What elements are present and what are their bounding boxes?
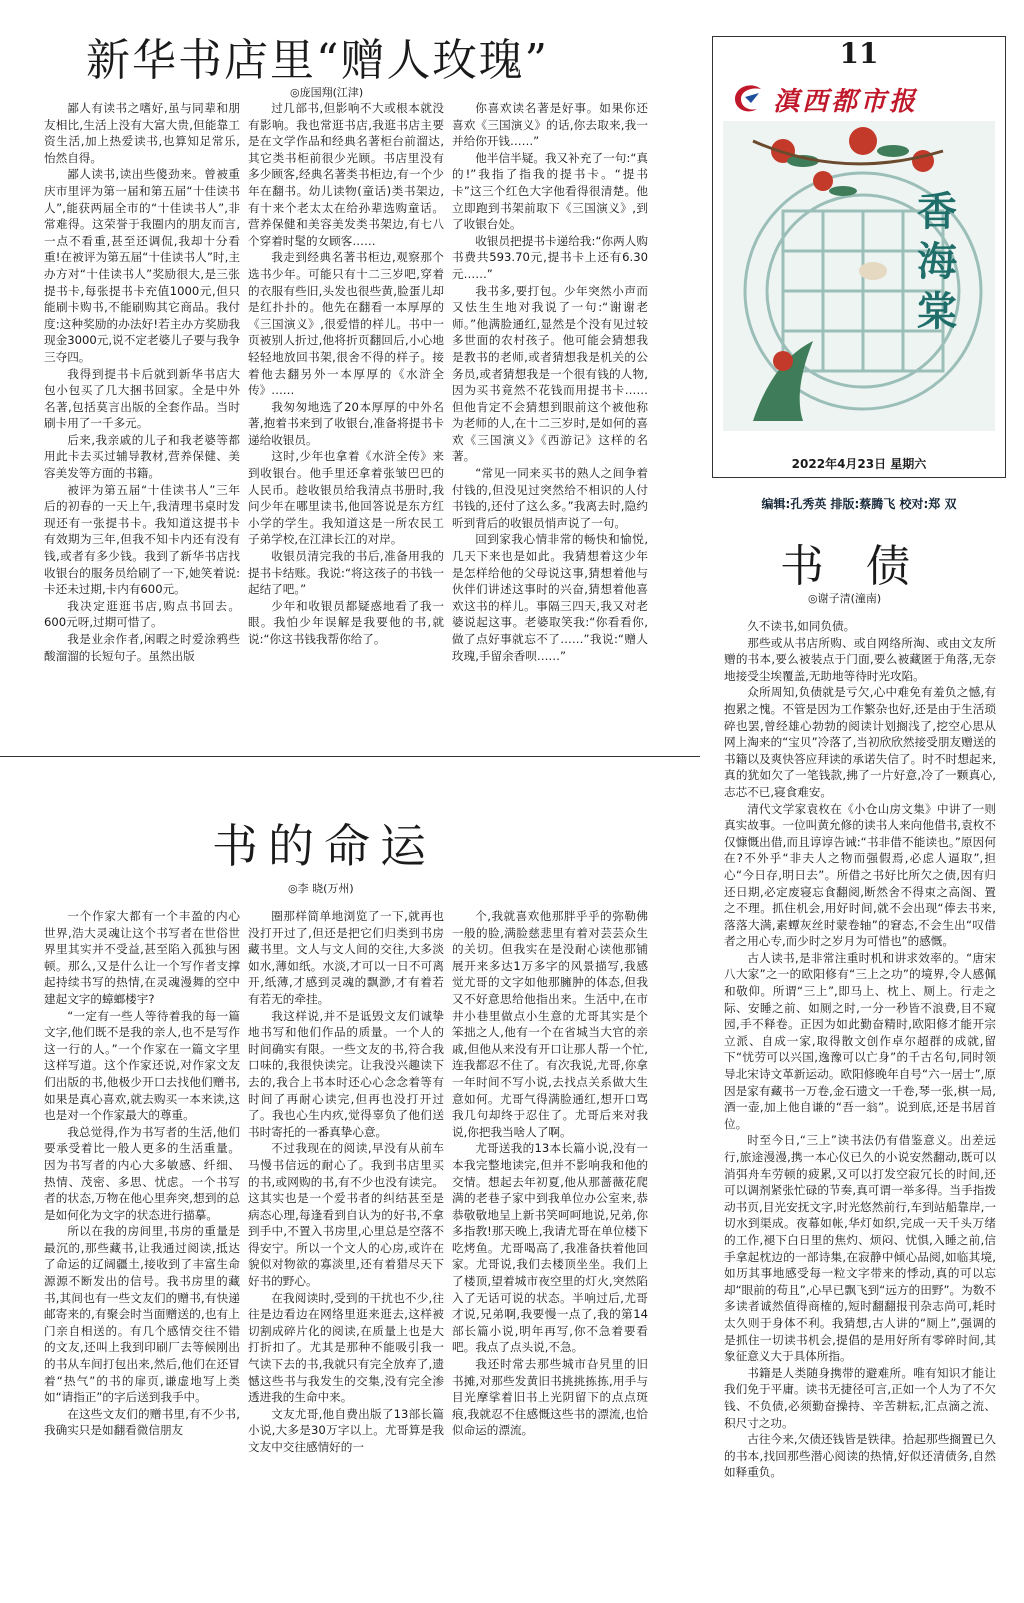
article1-title: 新华书店里“赠人玫瑰” (86, 35, 549, 86)
paragraph: 书籍是人类随身携带的避难所。唯有知识才能让我们免于平庸。读书无捷径可言,正如一个人为了不欠钱、不负债,必须勤奋操持、辛苦耕耘,汇点滴之流、积尺寸之功。 (724, 1365, 996, 1430)
paragraph: 我匆匆地选了20本厚厚的中外名著,抱着书来到了收银台,准备将提书卡递给收银员。 (248, 399, 444, 447)
masthead (712, 36, 1006, 511)
issue-date: 2022年4月23日 星期六 (791, 457, 927, 471)
paragraph: 一个作家大都有一个丰盈的内心世界,浩大灵魂让这个书写者在世俗世界里其实并不受益,甚至陷入孤独与困顿。那么,又是什么让一个写作者支撑起持续书写的热情,在灵魂漫舞的空中建起文字的蟑螂楼宇? (44, 909, 240, 1006)
article1-column-3 (452, 100, 648, 740)
article3-byline: ◎谢子清(潼南) (808, 592, 882, 605)
editor-credits: 编辑:孔秀英 排版:蔡腾飞 校对:郑 双 (761, 497, 957, 511)
article-divider (0, 756, 700, 757)
paragraph: 清代文学家袁枚在《小仓山房文集》中讲了一则真实故事。一位叫黄允修的读书人来向他借书,袁枚不仅慷慨出借,而且谆谆告诫:“书非借不能读也。”原因何在?不外乎“非夫人之物而强假焉,必虑人逼取”,担心“今日存,明日去”。所借之书好比所欠之债,因有归还日期,必定废寝忘食翻阅,断然舍不得束之高阁、置之不理。抓住机会,用好时间,就不会出现“俸去书来,落落大满,素蟫灰丝时蒙卷轴”的窘态,不会生出“叹借者之用心专,而少时之岁月为可惜也”的感慨。 (724, 801, 996, 949)
article3-body (724, 618, 996, 1598)
paragraph: 久不读书,如同负债。 (747, 619, 856, 633)
paragraph: 我走到经典名著书柜边,观察那个选书少年。可能只有十二三岁吧,穿着的衣服有些旧,头发也很些黄,脸蛋儿却是红扑扑的。他先在翻看一本厚厚的《三国演义》,很爱惜的样儿。书中一页被别人折过,他将折页翻回后,小心地轻轻地放回书架,很舍不得的样子。接着他去翻另外一本厚厚的《水浒全传》…… (248, 250, 444, 398)
paragraph: 鄙人读书,读出些傻劲来。曾被重庆市里评为第一届和第五届“十佳读书人”,能获两届全市的“十佳读书人”,非常难得。这荣誉于我圈内的朋友而言,一点不看重,甚至还调侃,我却十分看重!在被评为第五届“十佳读书人”时,主办方对“十佳读书人”奖励很大,是三张提书卡,每张提书卡充值1000元,但只能刷卡购书,不能刷购其它商品。我付度:这种奖励的办法好!若主办方奖励我现金3000元,说不定老婆儿子要与我争三夺四。 (44, 167, 240, 364)
paragraph: 我得到提书卡后就到新华书店大包小包买了几大捆书回家。全是中外名著,包括莫言出版的全套作品。当时刷卡用了一千多元。 (44, 366, 240, 431)
paragraph: 被评为第五届“十佳读书人”三年后的初春的一天上午,我清理书桌时发现还有一张提书卡。我知道这提书卡有效期为三年,但我不知卡内还有没有钱,或者有多少钱。我到了新华书店找收银台的服务员给刷了一下,她笑着说:卡还未过期,卡内有600元。 (44, 482, 240, 597)
paragraph: 收银员把提书卡递给我:“你两人购书费共593.70元,提书卡上还有6.30元……” (452, 233, 648, 281)
article2-column-2 (248, 908, 444, 1598)
paragraph: 我总觉得,作为书写者的生活,他们要承受着比一般人更多的生活重量。因为书写者的内心大多敏感、纤细、热情、茂密、多思、忧虑。一个书写者的状态,万物在他心里奔突,想到的总是如何化为文字的状态进行描摹。 (44, 1124, 240, 1222)
paragraph: 我决定逛逛书店,购点书回去。600元呀,过期可惜了。 (44, 598, 240, 630)
paragraph: 众所周知,负债就是亏欠,心中难免有羞负之憾,有抱累之愧。不管是因为工作繁杂也好,还是由于生活琐碎也罢,曾经雄心勃勃的阅读计划搁浅了,挖空心思从网上淘来的“宝贝”冷落了,当初欣欣然接受朋友赠送的书籍以及爽快答应拜读的承诺失信了。时不时想起来,真的犹如欠了一笔钱款,拂了一片好意,冷了一颗真心,志芯不已,寝食难安。 (724, 685, 996, 799)
paragraph: 古往今来,欠债还钱皆是铁律。拾起那些搁置已久的书本,找回那些潜心阅读的热情,好似还清债务,自然如释重负。 (724, 1432, 996, 1480)
paragraph: 时至今日,“三上”读书法仍有借鉴意义。出差远行,旅途漫漫,携一本心仪已久的小说安然翻动,既可以消弭舟车劳顿的疲累,又可以打发空寂冗长的时间,还可以调剂紧张忙碌的节奏,真可谓一举多得。当手指拨动书页,目光安抚文字,时光悠然前行,车到站船靠岸,一切水到渠成。夜幕如帐,华灯如织,完成一天千头万绪的工作,褪下白日里的焦灼、烦闷、忧惧,入睡之前,信手拿起枕边的一部诗集,在寂静中倾心品阅,如临其境,如历其事地感受每一粒文字带来的悸动,真的可以忘却“眼前的苟且”,心早已飘飞到“远方的田野”。为数不多读者诚然值得商榷的,短时翻翻报刊杂志尚可,耗时太久则于身体不利。我猜想,古人讲的“厕上”,强调的是抓住一切读书机会,提倡的是用好所有零碎时间,其象征意义大于具体所指。 (724, 1133, 996, 1364)
paragraph: “一定有一些人等待着我的每一篇文字,他们既不是我的亲人,也不是写作这一行的人。”一个作家在一篇文字里这样写道。这个作家还说,对作家文友们出版的书,他极少开口去找他们赠书,如果是真心喜欢,就去购买一本来读,这也是对一个作家最大的尊重。 (44, 1008, 240, 1123)
paragraph: 文友尤哥,他自费出版了13部长篇小说,大多是30万字以上。尤哥算是我文友中交往感情好的一 (248, 1406, 444, 1454)
paragraph: 不过我现在的阅读,早没有从前车马慢书信远的耐心了。我到书店里买的书,或网购的书,有不少也没有读完。这其实也是一个爱书者的纠结甚至是病态心理,每逢看到自认为的好书,不拿到手中,不置入书房里,心里总是空落不得安宁。所以一个文人的心房,或许在貌似对物欲的寡淡里,还有着猎尽天下好书的野心。 (248, 1141, 444, 1289)
paragraph: 少年和收银员都疑惑地看了我一眼。我怕少年误解是我要他的书,就说:“你这书钱我帮你给了。 (248, 598, 444, 646)
article2-byline: ◎李 晓(万州) (288, 882, 354, 895)
newspaper-logo-icon (731, 81, 765, 115)
paragraph: 尤哥送我的13本长篇小说,没有一本我完整地读完,但并不影响我和他的交情。想起去年初夏,他从那蔷薇花爬满的老巷子家中到我单位办公室来,恭恭敬敬地呈上新书笑呵呵地说,兄弟,你多指教!那天晚上,我请尤哥在单位楼下吃烤鱼。尤哥喝高了,我准备扶着他回家。尤哥说,我们去楼顶坐坐。我们上了楼顶,望着城市夜空里的灯火,突然陷入了无话可说的状态。半响过后,尤哥才说,兄弟啊,我要慢一点了,我的第14部长篇小说,明年再写,你不急着要看吧。我点了点头说,不急。 (452, 1141, 648, 1355)
paragraph: 我这样说,并不是诋毁文友们诚挚地书写和他们作品的质量。一个人的时间确实有限。一些文友的书,符合我口味的,我很快读完。让我没兴趣读下去的,我合上书本时还心心念念着等有时间了再耐心读完,但再也没打开过了。我也心生内疚,觉得辜负了他们送书时寄托的一番真挚心意。 (248, 1008, 444, 1139)
paragraph: 回到家我心情非常的畅快和愉悦,几天下来也是如此。我猜想着这少年是怎样给他的父母说这事,猜想着他与伙伴们讲述这事时的兴奋,猜想着他喜欢这书的样儿。事隔三四天,我又对老婆说起这事。老婆取笑我:“你看看你,做了点好事就忘不了……”我说:“赠人玫瑰,手留余香呗……” (452, 532, 648, 663)
paragraph: 古人读书,是非常注重时机和讲求效率的。“唐宋八大家”之一的欧阳修有“三上之功”的境界,令人感佩和敬仰。所谓“三上”,即马上、枕上、厕上。行走之际、安睡之前、如厕之时,一分一秒皆不浪费,目不窥园,手不释卷。正因为如此勤奋精时,欧阳修才能开宗立派、自成一家,取得散文创作卓尔超群的成就,留下“忧劳可以兴国,逸豫可以亡身”的千古名句,同时领导北宋诗文革新运动。欧阳修晚年自号“六一居士”,原因是家有藏书一万卷,金石遗文一千卷,琴一张,棋一局,酒一壶,加上他自谦的“吾一翁”。说到底,还是书居首位。 (724, 950, 996, 1131)
paragraph: 你喜欢读名著是好事。如果你还喜欢《三国演义》的话,你去取来,我一并给你开钱……” (452, 101, 648, 149)
paragraph: 鄙人有读书之嗜好,虽与同辈和朋友相比,生活上没有大富大贵,但能靠工资生活,加上热爱读书,也算知足常乐,怡然自得。 (44, 101, 240, 165)
paragraph: 过几部书,但影响不大或根本就没有影响。我也常逛书店,我逛书店主要是在文学作品和经典名著柜台前溜达,其它类书柜前很少光顾。书店里没有多少顾客,经典名著类书柜边,有一个少年在翻书。幼儿读物(童话)类书架边,有十来个老太太在给孙辈选购童话。营养保健和美容美发类书架边,有七八个穿着时髦的女顾客…… (248, 101, 444, 248)
paragraph: 他半信半疑。我又补充了一句:“真的!”我指了指我的提书卡。“提书卡”这三个红色大字他看得很清楚。他立即跑到书架前取下《三国演义》,到了收银台处。 (452, 150, 648, 232)
article1-column-1 (44, 100, 240, 740)
article2-title: 书的命运 (212, 819, 436, 873)
paragraph: 所以在我的房间里,书房的重量是最沉的,那些藏书,让我通过阅读,抵达了命运的辽阔疆土,接收到了丰富生命源源不断发出的信号。我书房里的藏书,其间也有一些文友们的赠书,有快递邮寄来的,有聚会时当面赠送的,也有上门亲自相送的。有几个感情交往不错的文友,还叫上我到印刷厂去等候刚出的书从车间打包出来,然后,他们在还冒着“热气”的书的扉页,谦虚地写上类如“请指正”的字后送到我手中。 (44, 1224, 240, 1405)
paragraph: “常见一同来买书的熟人之间争着付钱的,但没见过突然给不相识的人付书钱的,还付了这么多。”我离去时,隐约听到背后的收银员悄声说了一句。 (452, 466, 648, 530)
paragraph: 我还时常去那些城市旮旯里的旧书摊,对那些发黄旧书挑挑拣拣,用手与目光摩挲着旧书上光阴留下的点点斑痕,我就忍不住感慨这些书的漂流,也恰似命运的漂流。 (452, 1357, 648, 1438)
paragraph: 那些或从书店所购、或自网络所淘、或由文友所赠的书本,要么被装点于门面,要么被藏匿于角落,无奈地接受尘埃覆盖,无助地等待时光攻陷。 (724, 635, 996, 683)
paragraph: 后来,我亲戚的儿子和我老婆等都用此卡去买过辅导教材,营养保健、美容美发等方面的书籍。 (44, 432, 240, 481)
article1-byline: ◎庞国翔(江津) (290, 86, 364, 99)
page-number: 11 (839, 37, 879, 70)
article1-column-2 (248, 100, 444, 740)
paragraph: 我书多,要打包。少年突然小声而又怯生生地对我说了一句:“谢谢老师。”他满脸通红,显然是个没有见过较多世面的农村孩子。他可能会猜想我是教书的老师,或者猜想我是机关的公务员,或者猜想我是一个很有钱的人物,因为买书竟然不花钱而用提书卡……但他肯定不会猜想到眼前这个被他称为老师的人,在十二三岁时,是如何的喜欢《三国演义》《西游记》这样的名著。 (452, 283, 648, 464)
paragraph: 收银员清完我的书后,准备用我的提书卡结账。我说:“将这孩子的书钱一起结了吧。” (248, 549, 444, 597)
paragraph: 个,我就喜欢他那胖乎乎的弥勒佛一般的脸,满脸慈悲里有着对芸芸众生的关切。但我实在是没耐心读他那铺展开来多达1万多字的风景描写,我感觉尤哥的文字如他那臃肿的体态,但我又不好意思给他指出来。生活中,在市井小巷里做点小生意的尤哥其实是个笨拙之人,他有一个在省城当大官的亲戚,但他从来没有开口让那人帮一个忙,连我都忍不住了。有次我说,尤哥,你拿一年时间不写小说,去找点关系做大生意如何。尤哥气得满脸通红,想开口骂我几句却终于忍住了。尤哥后来对我说,你把我当啥人了啊。 (452, 909, 648, 1139)
paragraph: 圈那样简单地浏览了一下,就再也没打开过了,但还是把它们归类到书房藏书里。文人与文人间的交往,大多淡如水,薄如纸。水淡,才可以一日不可离开,纸薄,才感到灵魂的飘渺,才有着若有若无的牵挂。 (248, 909, 444, 1006)
newspaper-name: 滇西都市报 (773, 87, 919, 117)
article3-title: 书 债 (780, 541, 924, 592)
paragraph: 我是业余作者,闲暇之时爱涂鸦些酸溜溜的长短句子。虽然出版 (44, 632, 240, 663)
paragraph: 这时,少年也拿着《水浒全传》来到收银台。他手里还拿着张皱巴巴的人民币。趁收银员给我清点书册时,我问少年在哪里读书,他回答说是东方红小学的学生。我知道这是一所农民工子弟学校,在江津长江的对岸。 (248, 449, 444, 547)
section-title: 香 海 棠 (917, 188, 957, 335)
paragraph: 在我阅读时,受到的干扰也不少,往往是边看边在网络里逛来逛去,这样被切割成碎片化的阅读,在质量上也是大打折扣了。尤其是那种不能吸引我一气读下去的书,我就只有完全放弃了,遗憾这些书与我发生的交集,没有完全渗透进我的生命中来。 (248, 1290, 444, 1405)
article2-column-3 (452, 908, 648, 1598)
article2-column-1 (44, 908, 240, 1598)
paragraph: 在这些文友们的赠书里,有不少书,我确实只是如翻看微信朋友 (44, 1406, 240, 1438)
